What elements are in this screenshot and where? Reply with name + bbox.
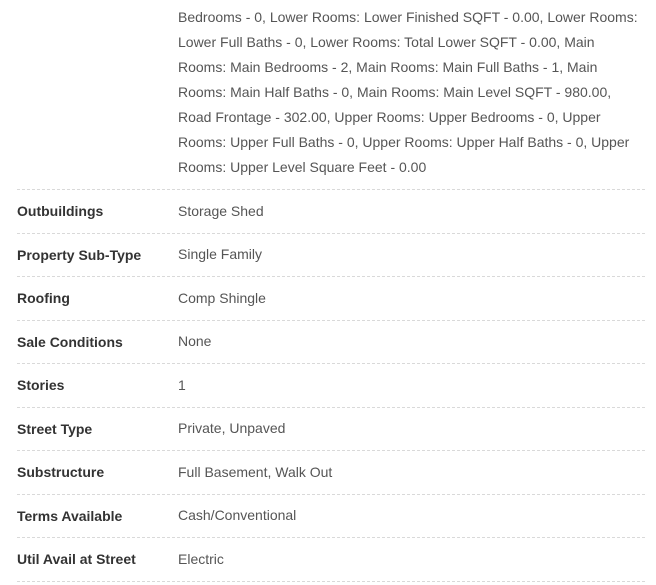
detail-row-outbuildings [17, 190, 645, 234]
detail-row-terms-available [17, 495, 645, 539]
detail-row-substructure [17, 451, 645, 495]
detail-row-roofing [17, 277, 645, 321]
detail-label-substructure: Substructure [17, 464, 105, 481]
detail-value-util-avail-at-street: Electric [178, 550, 224, 567]
detail-row-property-sub-type [17, 234, 645, 278]
detail-value-property-sub-type: Single Family [178, 246, 263, 263]
detail-label-roofing: Roofing [17, 290, 70, 307]
detail-row-sale-conditions [17, 321, 645, 365]
detail-label-sale-conditions: Sale Conditions [17, 333, 123, 350]
detail-label-street-type: Street Type [17, 420, 93, 437]
detail-label-outbuildings: Outbuildings [17, 203, 104, 220]
detail-row-street-type [17, 408, 645, 452]
detail-value-rooms: Bedrooms - 0, Lower Rooms: Lower Finished SQFT - 0.00, Lower Rooms: Lower Full Baths - 0, Lower Rooms: Total Lower SQFT - 0.00, Main Rooms: Main Bedrooms - 2, Main Rooms: Main Full Baths - 1, Main Rooms: Main Half Baths - 0, Main Rooms: Main Level SQFT - 980.00, Road Frontage - 302.00, Upper Rooms: Upper Bedrooms - 0, Upper Rooms: Upper Full Baths - 0, Upper Rooms: Upper Half Baths - 0, Upper Rooms: Upper Level Square Feet - 0.00 [178, 9, 638, 175]
detail-label-stories: Stories [17, 377, 65, 394]
property-details-table [17, 0, 645, 582]
detail-label-terms-available: Terms Available [17, 507, 123, 524]
detail-value-substructure: Full Basement, Walk Out [178, 463, 333, 480]
detail-value-roofing: Comp Shingle [178, 289, 266, 306]
detail-row-util-avail-at-street [17, 538, 645, 582]
detail-label-property-sub-type: Property Sub-Type [17, 246, 142, 263]
detail-value-stories: 1 [178, 376, 186, 393]
detail-row-rooms [17, 0, 645, 190]
detail-row-stories [17, 364, 645, 408]
detail-value-terms-available: Cash/Conventional [178, 507, 297, 524]
detail-value-sale-conditions: None [178, 333, 212, 350]
detail-value-street-type: Private, Unpaved [178, 420, 286, 437]
detail-value-outbuildings: Storage Shed [178, 202, 264, 219]
detail-label-util-avail-at-street: Util Avail at Street [17, 551, 136, 568]
